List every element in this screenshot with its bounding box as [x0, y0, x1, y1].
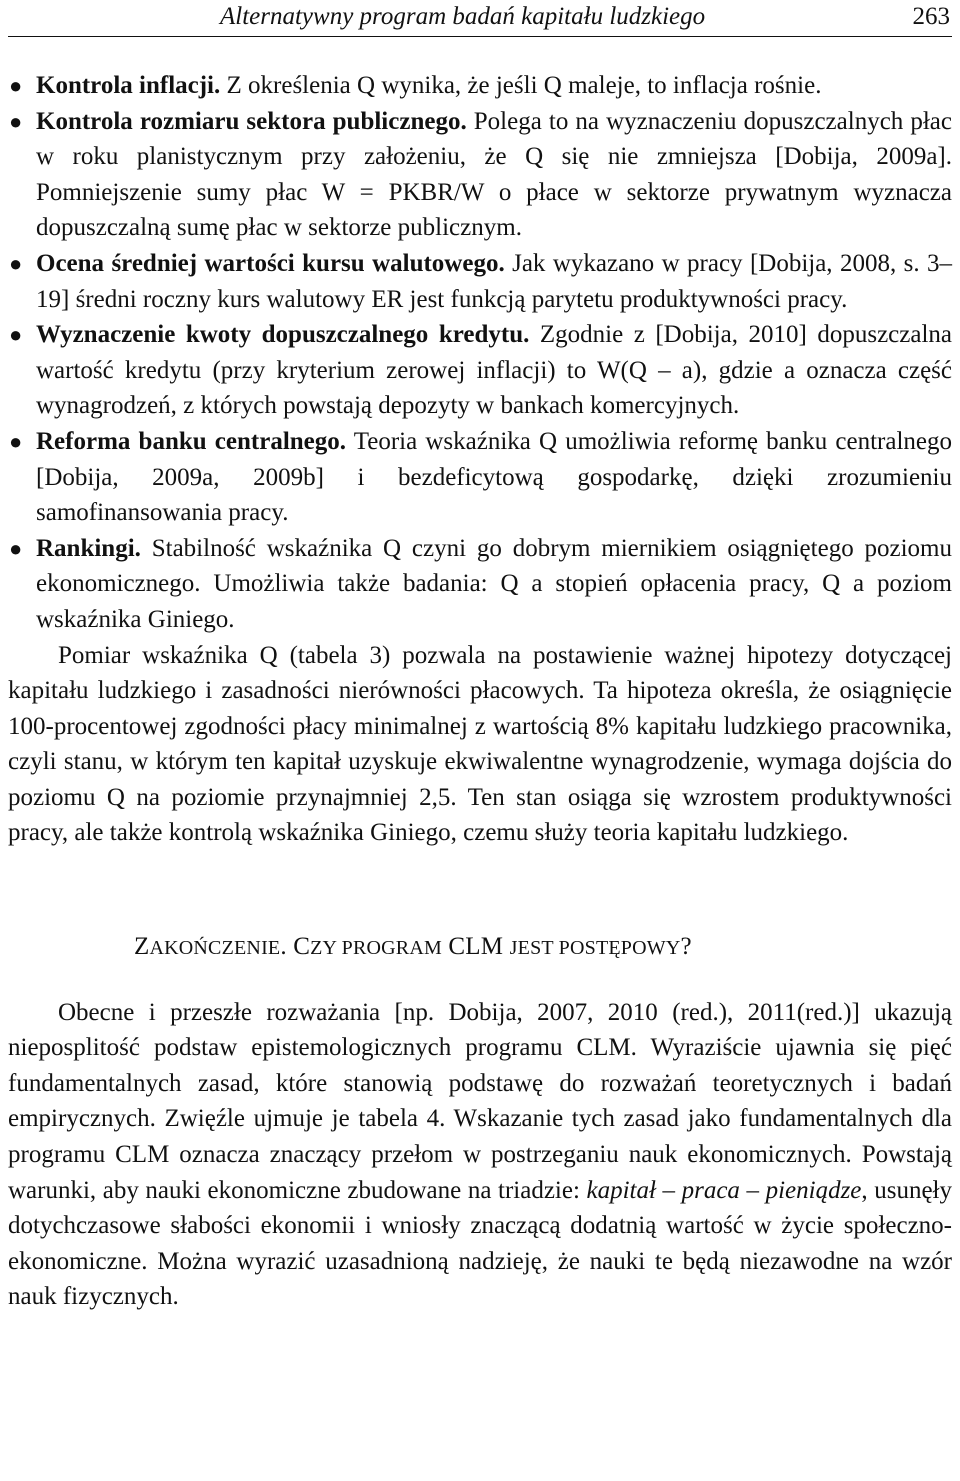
- list-item-lead: Ocena średniej wartości kursu walutowego.: [36, 249, 505, 277]
- page-body: [8, 68, 952, 1315]
- body-paragraph: Pomiar wskaźnika Q (tabela 3) pozwala na postawienie ważnej hipotezy dotyczącej kapitału ludzkiego i zasadności nierówności płacowych. Ta hipoteza określa, że osiągnięcie 100-procentowej zgodności płacy minimalnej z wartością 8% kapitału ludzkiego pracownika, czyli stanu, w którym ten kapitał uzyskuje ekwiwalentne wynagrodzenie, wymaga dojścia do poziomu Q na poziomie przynajmniej 2,5. Ten stan osiąga się wzrostem produktywności pracy, ale także kontrolą wskaźnika Giniego, czemu służy teoria kapitału ludzkiego.: [8, 641, 952, 847]
- heading-part: AKOŃCZENIE: [149, 937, 281, 960]
- paragraph-text: , usunęły dotychczasowe słabości ekonomii i wniosły znaczącą dodatnią wartość w życie społeczno-ekonomiczne. Można wyrazić uzasadnioną nadzieję, że nauki te będą niezawodne na wzór nauk fizycznych.: [8, 1176, 953, 1311]
- bullet-icon: ●: [9, 322, 23, 348]
- running-title: Alternatywny program badań kapitału ludzkiego: [220, 3, 706, 30]
- heading-part: ?: [680, 933, 692, 961]
- bullet-icon: ●: [9, 535, 23, 561]
- heading-part: Z: [134, 933, 150, 961]
- list-item-lead: Reforma banku centralnego.: [36, 427, 347, 455]
- list-item: [8, 317, 952, 424]
- italic-triad: kapitał – praca – pieniądze: [586, 1176, 862, 1204]
- list-item-lead: Kontrola inflacji.: [36, 72, 221, 99]
- list-item-lead: Rankingi.: [36, 534, 141, 562]
- bullet-icon: ●: [9, 108, 23, 134]
- heading-part: CLM: [441, 933, 510, 961]
- page-number: 263: [912, 3, 950, 30]
- heading-part: ZY PROGRAM: [310, 937, 442, 960]
- list-item-text: Teoria wskaźnika Q umożliwia reformę banku centralnego [Dobija, 2009a, 2009b] i bezdeficytową gospodarkę, dzięki zrozumieniu samofinansowania pracy.: [36, 427, 953, 527]
- list-item: [8, 246, 952, 317]
- list-item-lead: Kontrola rozmiaru sektora publicznego.: [36, 107, 467, 135]
- heading-part: .: [280, 933, 294, 961]
- list-item: [8, 424, 952, 531]
- bullet-list: [8, 68, 952, 638]
- list-item-text: Polega to na wyznaczeniu dopuszczalnych płac w roku planistycznym przy założeniu, że Q się nie zmniejsza [Dobija, 2009a]. Pomniejszenie sumy płac W = PKBR/W o płace w sektorze prywatnym wyznacza dopuszczalną sumę płac w sektorze publicznym.: [36, 107, 952, 242]
- bullet-icon: ●: [9, 428, 23, 454]
- bullet-icon: ●: [9, 73, 23, 98]
- list-item-lead: Wyznaczenie kwoty dopuszczalnego kredytu.: [36, 321, 530, 349]
- list-item: [8, 531, 952, 638]
- list-item-text: Stabilność wskaźnika Q czyni go dobrym miernikiem osiągniętego poziomu ekonomicznego. Umożliwia także badania: Q a stopień opłacenia pracy, Q a poziom wskaźnika Giniego.: [36, 534, 952, 633]
- list-item-text: Z określenia Q wynika, że jeśli Q maleje, to inflacja rośnie.: [220, 72, 822, 99]
- bullet-icon: ●: [9, 250, 23, 276]
- list-item-text: Zgodnie z [Dobija, 2010] dopuszczalna wartość kredytu (przy kryterium zerowej inflacji) to W(Q – a), gdzie a oznacza część wynagrodzeń, z których powstają depozyty w bankach komercyjnych.: [36, 321, 952, 420]
- list-item: [8, 104, 952, 246]
- list-item-text: Jak wykazano w pracy [Dobija, 2008, s. 3–19] średni roczny kurs walutowy ER jest funkcją parytetu produktywności pracy.: [36, 249, 952, 313]
- list-item: [8, 68, 952, 104]
- running-header: [8, 0, 952, 37]
- paragraph-text: Obecne i przeszłe rozważania [np. Dobija, 2007, 2010 (red.), 2011(red.)] ukazują nieposplitość podstaw epistemologicznych programu CLM. Wyraziście ujawnia się pięć fundamentalnych zasad, które stanowią podstawę do rozważań teoretycznych i badań empirycznych. Zwięźle ujmuje je tabela 4. Wskazanie tych zasad jako fundamentalnych dla programu CLM oznacza znaczący przełom w postrzeganiu nauk ekonomicznych. Powstają warunki, aby nauki ekonomiczne zbudowane na triadzie:: [8, 998, 952, 1204]
- section-heading: [8, 929, 952, 967]
- conclusion-paragraph: [8, 995, 952, 1315]
- heading-part: C: [293, 933, 311, 961]
- heading-part: JEST POSTĘPOWY: [509, 937, 681, 960]
